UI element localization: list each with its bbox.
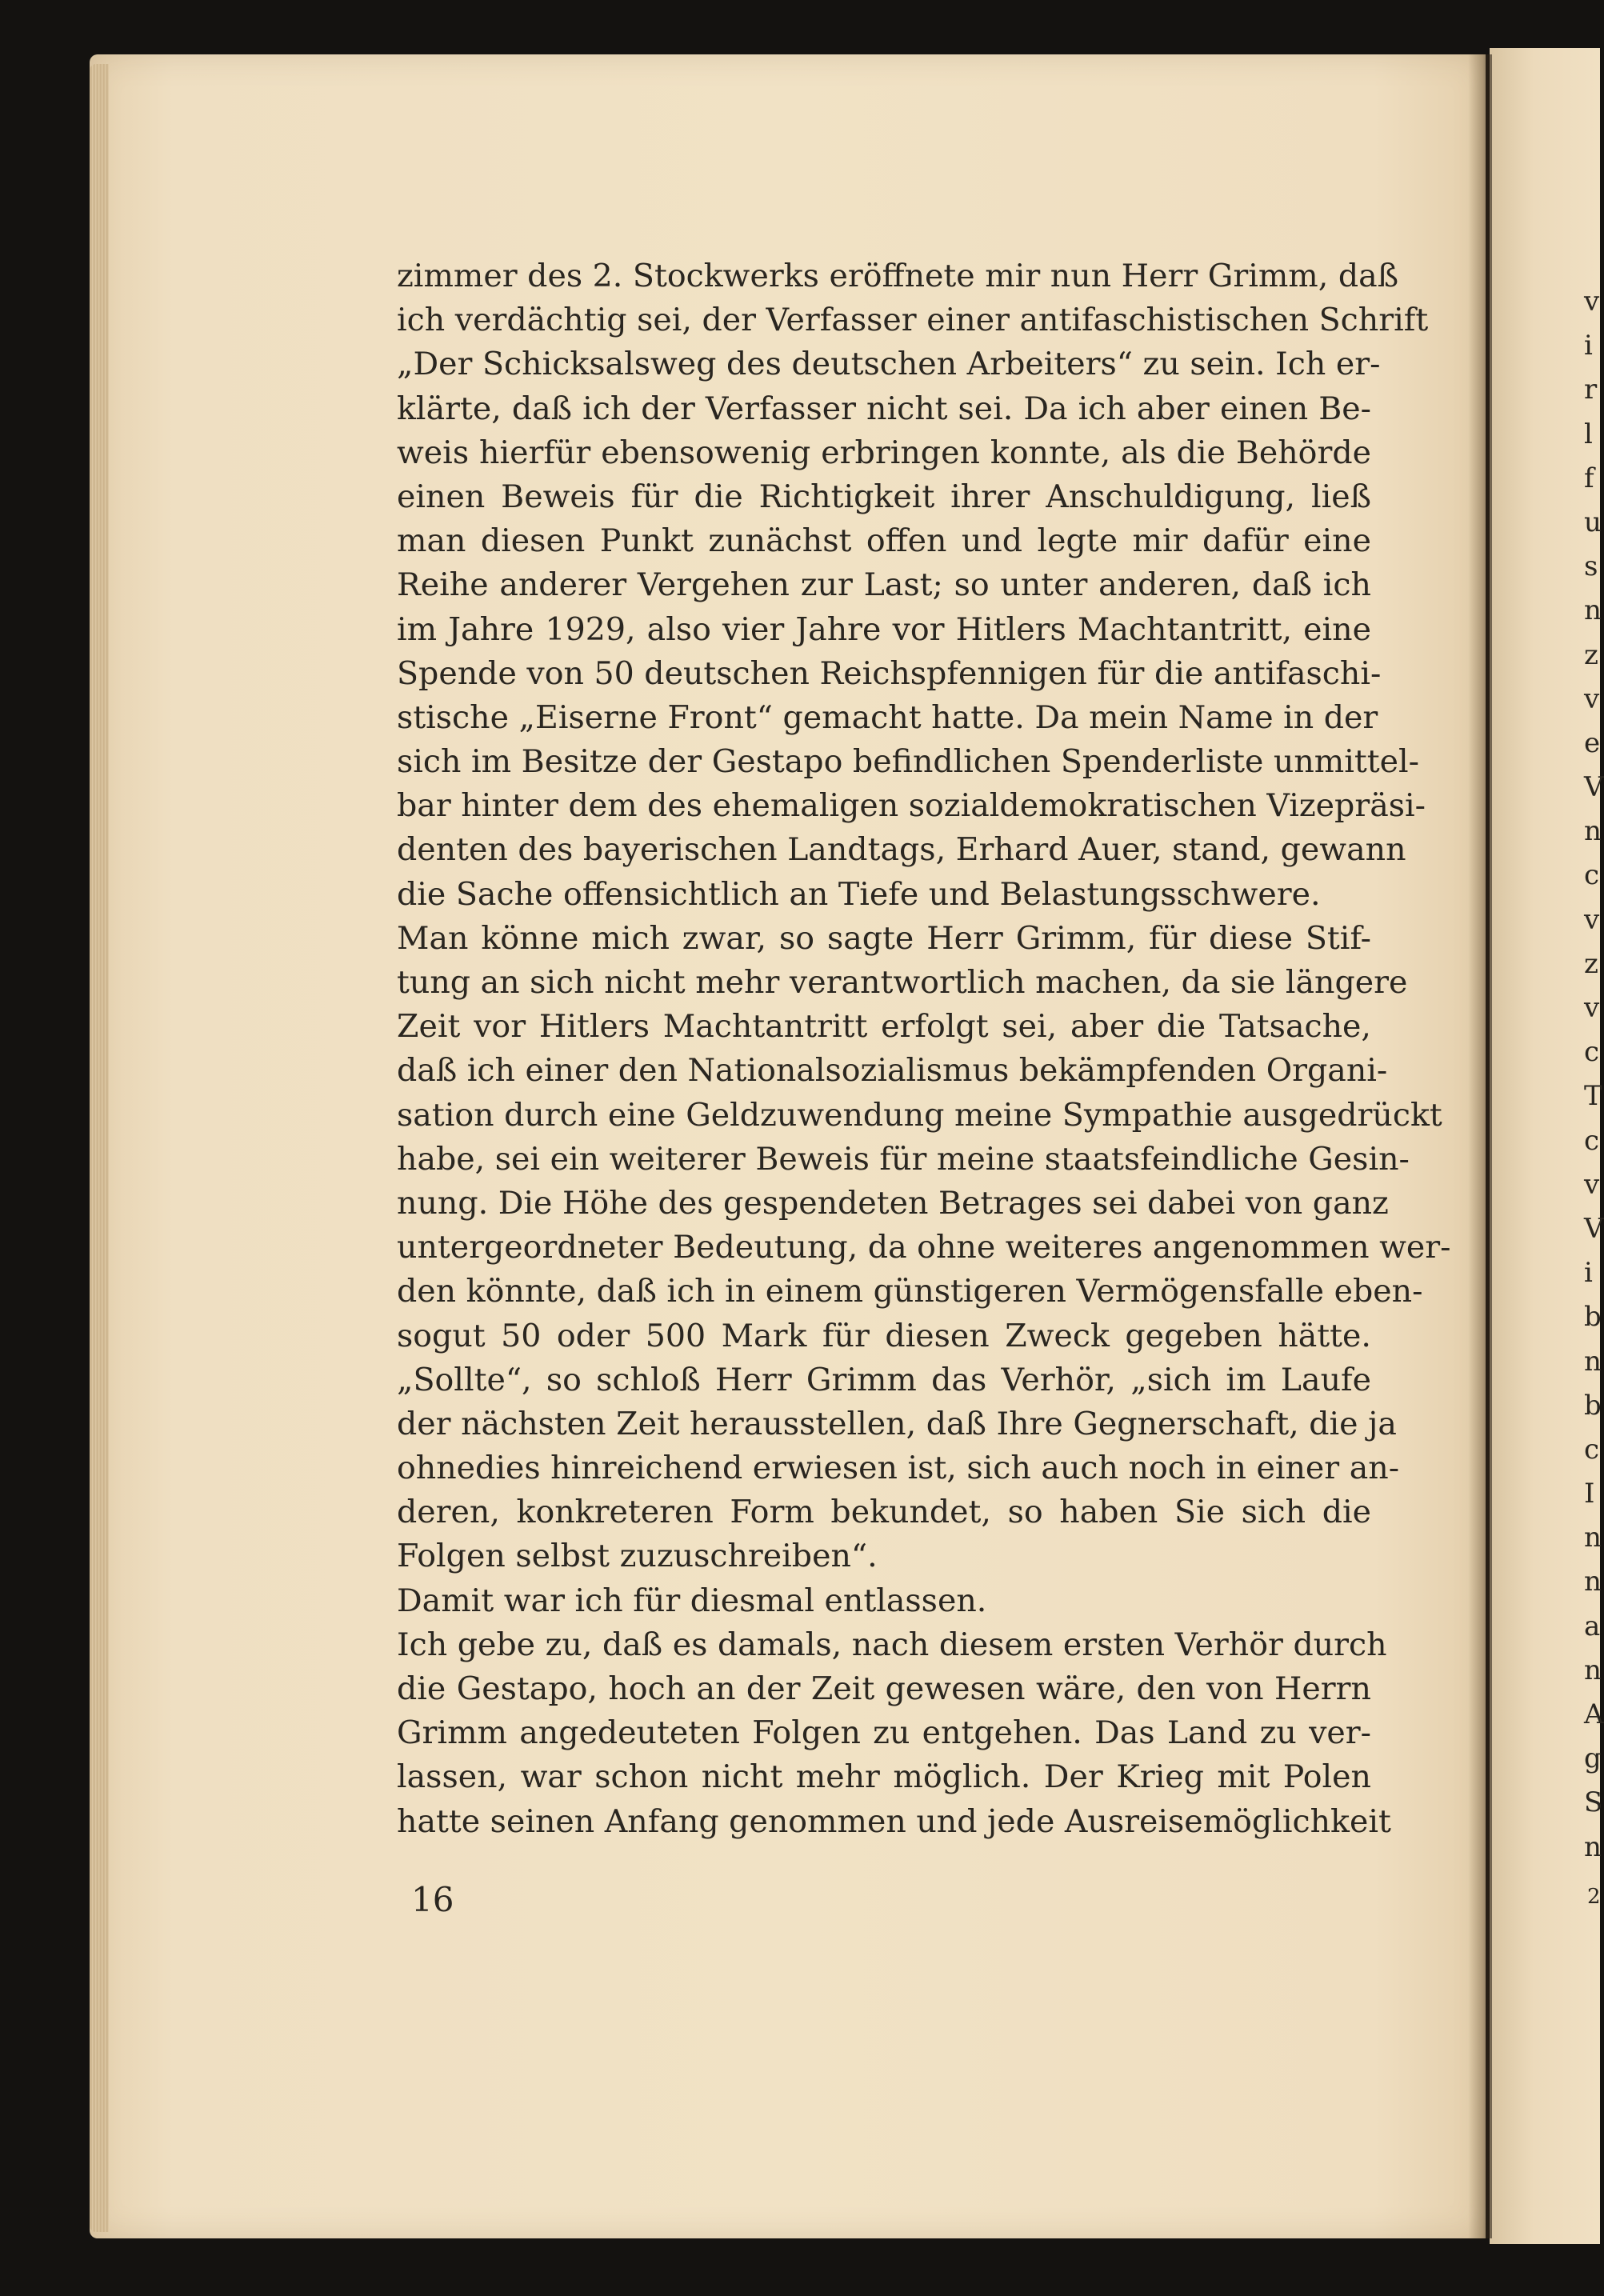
page-body-text — [397, 254, 1451, 1844]
text-line: Grimm angedeuteten Folgen zu entgehen. Das Land zu ver- — [397, 1714, 1371, 1752]
text-line: einen Beweis für die Richtigkeit ihrer Anschuldigung, ließ — [397, 478, 1371, 515]
text-line: „Sollte“, so schloß Herr Grimm das Verhör, „sich im Laufe — [397, 1361, 1371, 1398]
text-line: Reihe anderer Vergehen zur Last; so unter anderen, daß ich — [397, 566, 1371, 604]
facing-page-number: 2 — [1587, 1885, 1601, 1909]
facing-page-fragment: f — [1584, 462, 1594, 494]
text-line: Folgen selbst zuzuschreiben“. — [397, 1538, 878, 1575]
text-line: tung an sich nicht mehr verantwortlich machen, da sie längere — [397, 964, 1408, 1001]
facing-page-fragment: I — [1584, 1478, 1595, 1510]
text-line: stische „Eiserne Front“ gemacht hatte. Da mein Name in der — [397, 698, 1378, 736]
text-line: sation durch eine Geldzuwendung meine Sympathie ausgedrückt — [397, 1096, 1442, 1134]
text-line: denten des bayerischen Landtags, Erhard Auer, stand, gewann — [397, 831, 1406, 869]
book-gutter — [1468, 54, 1492, 2238]
text-line: „Der Schicksalsweg des deutschen Arbeiters“ zu sein. Ich er- — [397, 346, 1381, 383]
text-line: untergeordneter Bedeutung, da ohne weiteres angenommen wer- — [397, 1229, 1451, 1266]
text-line: im Jahre 1929, also vier Jahre vor Hitlers Machtantritt, eine — [397, 610, 1371, 648]
facing-page-fragment: c — [1584, 1036, 1600, 1069]
facing-page-fragment: c — [1584, 859, 1600, 892]
text-line: deren, konkreteren Form bekundet, so haben Sie sich die — [397, 1494, 1371, 1531]
facing-page-fragment: v — [1584, 286, 1600, 318]
facing-page-fragment: i — [1584, 1257, 1593, 1290]
text-line: klärte, daß ich der Verfasser nicht sei. Da ich aber einen Be- — [397, 390, 1371, 427]
text-line: die Sache offensichtlich an Tiefe und Belastungsschwere. — [397, 875, 1321, 913]
text-line: weis hierfür ebensowenig erbringen konnte, als die Behörde — [397, 434, 1371, 471]
facing-page-text-fragments — [1584, 280, 1604, 1870]
facing-page-fragment: S — [1584, 1786, 1603, 1819]
text-line: habe, sei ein weiterer Beweis für meine staatsfeindliche Gesin- — [397, 1140, 1410, 1178]
facing-page-fragment: n — [1584, 1522, 1602, 1554]
facing-page-fragment: c — [1584, 1433, 1600, 1466]
facing-page-fragment: v — [1584, 903, 1600, 936]
facing-page-fragment: v — [1584, 1168, 1600, 1201]
text-line: Man könne mich zwar, so sagte Herr Grimm, für diese Stif- — [397, 919, 1371, 957]
facing-page-fragment: b — [1584, 1389, 1602, 1422]
facing-page-fragment: n — [1584, 1566, 1602, 1598]
facing-page-fragment: e — [1584, 726, 1601, 759]
text-line: ich verdächtig sei, der Verfasser einer antifaschistischen Schrift — [397, 302, 1429, 339]
text-line: lassen, war schon nicht mehr möglich. Der Krieg mit Polen — [397, 1758, 1371, 1796]
text-line: nung. Die Höhe des gespendeten Betrages sei dabei von ganz — [397, 1184, 1389, 1222]
text-line: sich im Besitze der Gestapo befindlichen Spenderliste unmittel- — [397, 743, 1419, 781]
facing-page-fragment: V — [1584, 771, 1604, 804]
facing-page-fragment: n — [1584, 1654, 1602, 1686]
facing-page-fragment: v — [1584, 992, 1600, 1024]
text-line: hatte seinen Anfang genommen und jede Ausreisemöglichkeit — [397, 1802, 1391, 1840]
text-line: Damit war ich für diesmal entlassen. — [397, 1582, 987, 1619]
text-line: man diesen Punkt zunächst offen und legte mir dafür eine — [397, 522, 1371, 560]
facing-page-fragment: c — [1584, 1124, 1600, 1157]
facing-page-fragment: v — [1584, 682, 1600, 715]
facing-page-fragment: u — [1584, 506, 1602, 538]
facing-page-fragment: r — [1584, 374, 1598, 406]
text-line: sogut 50 oder 500 Mark für diesen Zweck gegeben hätte. — [397, 1317, 1371, 1354]
text-line: die Gestapo, hoch an der Zeit gewesen wäre, den von Herrn — [397, 1670, 1371, 1707]
text-line: Ich gebe zu, daß es damals, nach diesem ersten Verhör durch — [397, 1626, 1387, 1663]
facing-page-fragment: n — [1584, 1345, 1602, 1378]
facing-page-fragment: z — [1584, 947, 1598, 980]
facing-page-fragment: i — [1584, 330, 1593, 362]
text-line: bar hinter dem des ehemaligen sozialdemokratischen Vizepräsi- — [397, 787, 1426, 825]
text-line: Spende von 50 deutschen Reichspfennigen für die antifaschi- — [397, 654, 1382, 692]
facing-page-fragment: b — [1584, 1301, 1602, 1334]
facing-page-fragment: n — [1584, 594, 1602, 627]
facing-page-fragment: A — [1584, 1698, 1604, 1730]
text-line: daß ich einer den Nationalsozialismus bekämpfenden Organi- — [397, 1052, 1388, 1090]
facing-page-fragment: z — [1584, 638, 1598, 671]
page-edges — [90, 64, 109, 2232]
facing-page-fragment: n — [1584, 1830, 1602, 1863]
facing-page-fragment: l — [1584, 418, 1593, 450]
text-line: der nächsten Zeit herausstellen, daß Ihre Gegnerschaft, die ja — [397, 1405, 1397, 1442]
page-number: 16 — [411, 1880, 454, 1919]
text-line: ohnedies hinreichend erwiesen ist, sich auch noch in einer an- — [397, 1450, 1400, 1487]
facing-page-fragment: g — [1584, 1742, 1602, 1775]
text-line: den könnte, daß ich in einem günstigeren Vermögensfalle eben- — [397, 1273, 1423, 1310]
text-line: Zeit vor Hitlers Machtantritt erfolgt sei, aber die Tatsache, — [397, 1008, 1371, 1046]
facing-page-fragment: s — [1584, 550, 1598, 583]
facing-page-fragment: T — [1584, 1080, 1602, 1113]
facing-page-fragment: a — [1584, 1610, 1601, 1642]
facing-page-fragment: n — [1584, 815, 1602, 848]
text-line: zimmer des 2. Stockwerks eröffnete mir nun Herr Grimm, daß — [397, 258, 1399, 294]
facing-page-fragment: V — [1584, 1212, 1604, 1245]
